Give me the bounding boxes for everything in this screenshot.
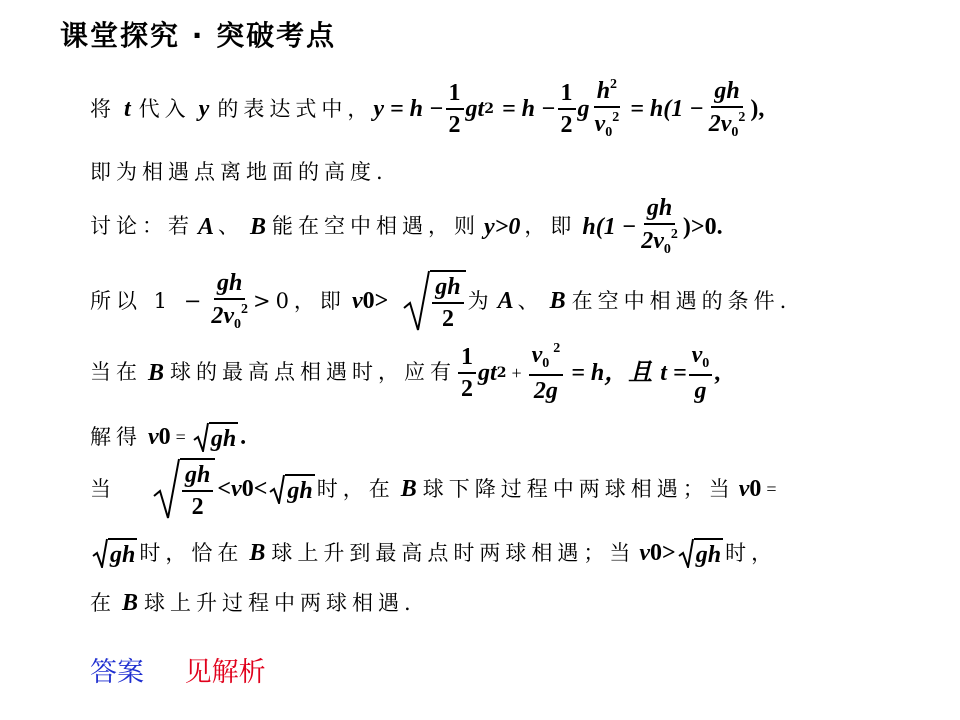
radical-sign-icon [269, 474, 285, 504]
square-root [92, 538, 137, 568]
numerator: 1 [458, 345, 476, 374]
text: 球下降过程中两球相遇；当 [422, 476, 735, 501]
solution-line-2 [90, 162, 388, 183]
equation: y = h − [373, 96, 444, 122]
subscript: 0 [362, 288, 375, 314]
answer-text: 见解析 [184, 657, 266, 688]
exponent: 2 [496, 364, 507, 381]
math-var: A [198, 213, 215, 240]
solution-line-1 [90, 78, 764, 140]
radicand: gh [694, 538, 723, 568]
solution-line-6 [90, 422, 246, 452]
subscript: 0 [158, 424, 171, 450]
subscript: 0 [749, 476, 762, 502]
solution-line-3 [90, 196, 723, 257]
solution-line-9 [90, 591, 416, 615]
text: 的表达式中， [217, 96, 374, 121]
text: >0，即 [252, 288, 346, 313]
exponent: 2 [484, 101, 494, 117]
fraction [529, 342, 564, 403]
numerator: gh [182, 463, 213, 492]
radicand: gh [108, 538, 137, 568]
punctuation: . [240, 424, 247, 450]
numerator: gh [214, 271, 245, 300]
math-var: g [577, 96, 590, 122]
numerator: 1 [446, 81, 464, 110]
math-var: v [738, 476, 750, 502]
math-var: v [148, 424, 159, 450]
text: 时，在 [316, 476, 395, 501]
numerator: gh [644, 196, 675, 225]
denominator: 2 [191, 494, 204, 520]
text: 代入 [138, 96, 191, 121]
square-root [152, 458, 215, 520]
fraction [706, 79, 749, 140]
square-root [678, 538, 723, 568]
math-op: = [766, 479, 777, 499]
text: 球上升过程中两球相遇. [144, 590, 416, 615]
text: 所以 1 − [90, 288, 207, 313]
text: 时， [725, 540, 778, 565]
numerator: 1 [558, 81, 576, 110]
fraction [446, 81, 464, 137]
square-root [402, 270, 465, 332]
answer-row [90, 650, 266, 689]
math-term: gt [478, 359, 497, 386]
text: 球的最高点相遇时，应有 [170, 360, 457, 384]
square-root [269, 474, 314, 504]
equation: = h − [501, 96, 556, 122]
radicand: gh [209, 422, 238, 452]
math-var: B [148, 359, 165, 386]
denominator: 2 [448, 112, 461, 138]
equation: = h(1 − [630, 96, 704, 122]
math-var: t [124, 96, 131, 122]
math-var: B [400, 476, 417, 502]
radical-sign-icon [92, 538, 108, 568]
radical-sign-icon [152, 458, 180, 520]
fraction [558, 81, 576, 137]
text: 为 [467, 288, 494, 313]
text: 当 [90, 476, 116, 501]
radical-sign-icon [678, 538, 694, 568]
math-op: + [511, 362, 522, 383]
denominator: $2v_0^2$ [641, 227, 678, 257]
fraction [592, 78, 623, 140]
math-var: v [351, 288, 363, 314]
text: 能在空中相遇，则 [272, 214, 481, 238]
math-op: <v [217, 476, 242, 502]
subscript: 0 [241, 476, 254, 502]
solution-line-5 [90, 342, 720, 403]
equation: t = [660, 359, 687, 386]
solution-line-7 [90, 458, 782, 520]
text: 当在 [90, 360, 142, 384]
denominator: $v_0^2$ [594, 110, 620, 140]
math-term: gt [465, 96, 485, 122]
math-close: ), [750, 96, 765, 122]
numerator: $h^2$ [594, 78, 620, 108]
text: 球上升到最高点时两球相遇；当 [271, 540, 636, 565]
punctuation: , [714, 359, 721, 386]
math-var: A [497, 288, 514, 314]
text: ，即 [524, 214, 577, 238]
denominator: $2v_0^2$ [211, 301, 248, 332]
math-op: < [253, 476, 268, 502]
text: 解得 [90, 424, 142, 449]
text: 即为相遇点离地面的高度. [90, 160, 388, 184]
math-var: y [198, 96, 210, 122]
denominator: $2v_0^2$ [708, 109, 746, 140]
math-var: B [122, 590, 139, 616]
denominator: 2g [533, 378, 558, 404]
fraction [638, 196, 681, 257]
fraction [458, 345, 476, 401]
text: 在空中相遇的条件. [571, 288, 792, 313]
math-close: )>0. [682, 213, 723, 240]
denominator: 2 [560, 112, 573, 138]
text: 讨论：若 [90, 214, 194, 238]
radical-sign-icon [402, 270, 430, 332]
text: 在 [90, 590, 116, 615]
radicand: gh [285, 474, 314, 504]
radical-sign-icon [193, 422, 209, 452]
text: 时，恰在 [139, 540, 244, 565]
fraction [208, 271, 251, 332]
answer-label: 答案 [90, 657, 144, 688]
solution-line-4 [90, 270, 791, 332]
math-var: v [639, 540, 651, 566]
math-var: B [549, 288, 566, 314]
numerator: gh [432, 275, 463, 304]
numerator: gh [711, 79, 742, 108]
text: 、 [517, 288, 544, 313]
numerator: $v_0^2$ [529, 342, 564, 376]
text: 将 [90, 96, 116, 121]
section-title: 课堂探究 · 突破考点 [60, 19, 337, 52]
math-op: > [374, 288, 389, 314]
numerator: $v_0$ [689, 343, 713, 376]
math-condition: y>0 [484, 213, 521, 240]
math-op: > [662, 540, 676, 566]
equation: h(1 − [582, 213, 637, 240]
denominator: g [694, 377, 707, 404]
square-root [193, 422, 238, 452]
math-op: = [175, 427, 186, 447]
text: 、 [218, 214, 245, 238]
math-var: B [250, 213, 267, 240]
math-var: B [249, 540, 266, 566]
fraction [689, 343, 713, 403]
denominator: 2 [441, 306, 454, 332]
equation: = h，且 [571, 359, 653, 386]
subscript: 0 [650, 540, 663, 566]
denominator: 2 [461, 375, 474, 402]
solution-line-8 [90, 538, 777, 568]
